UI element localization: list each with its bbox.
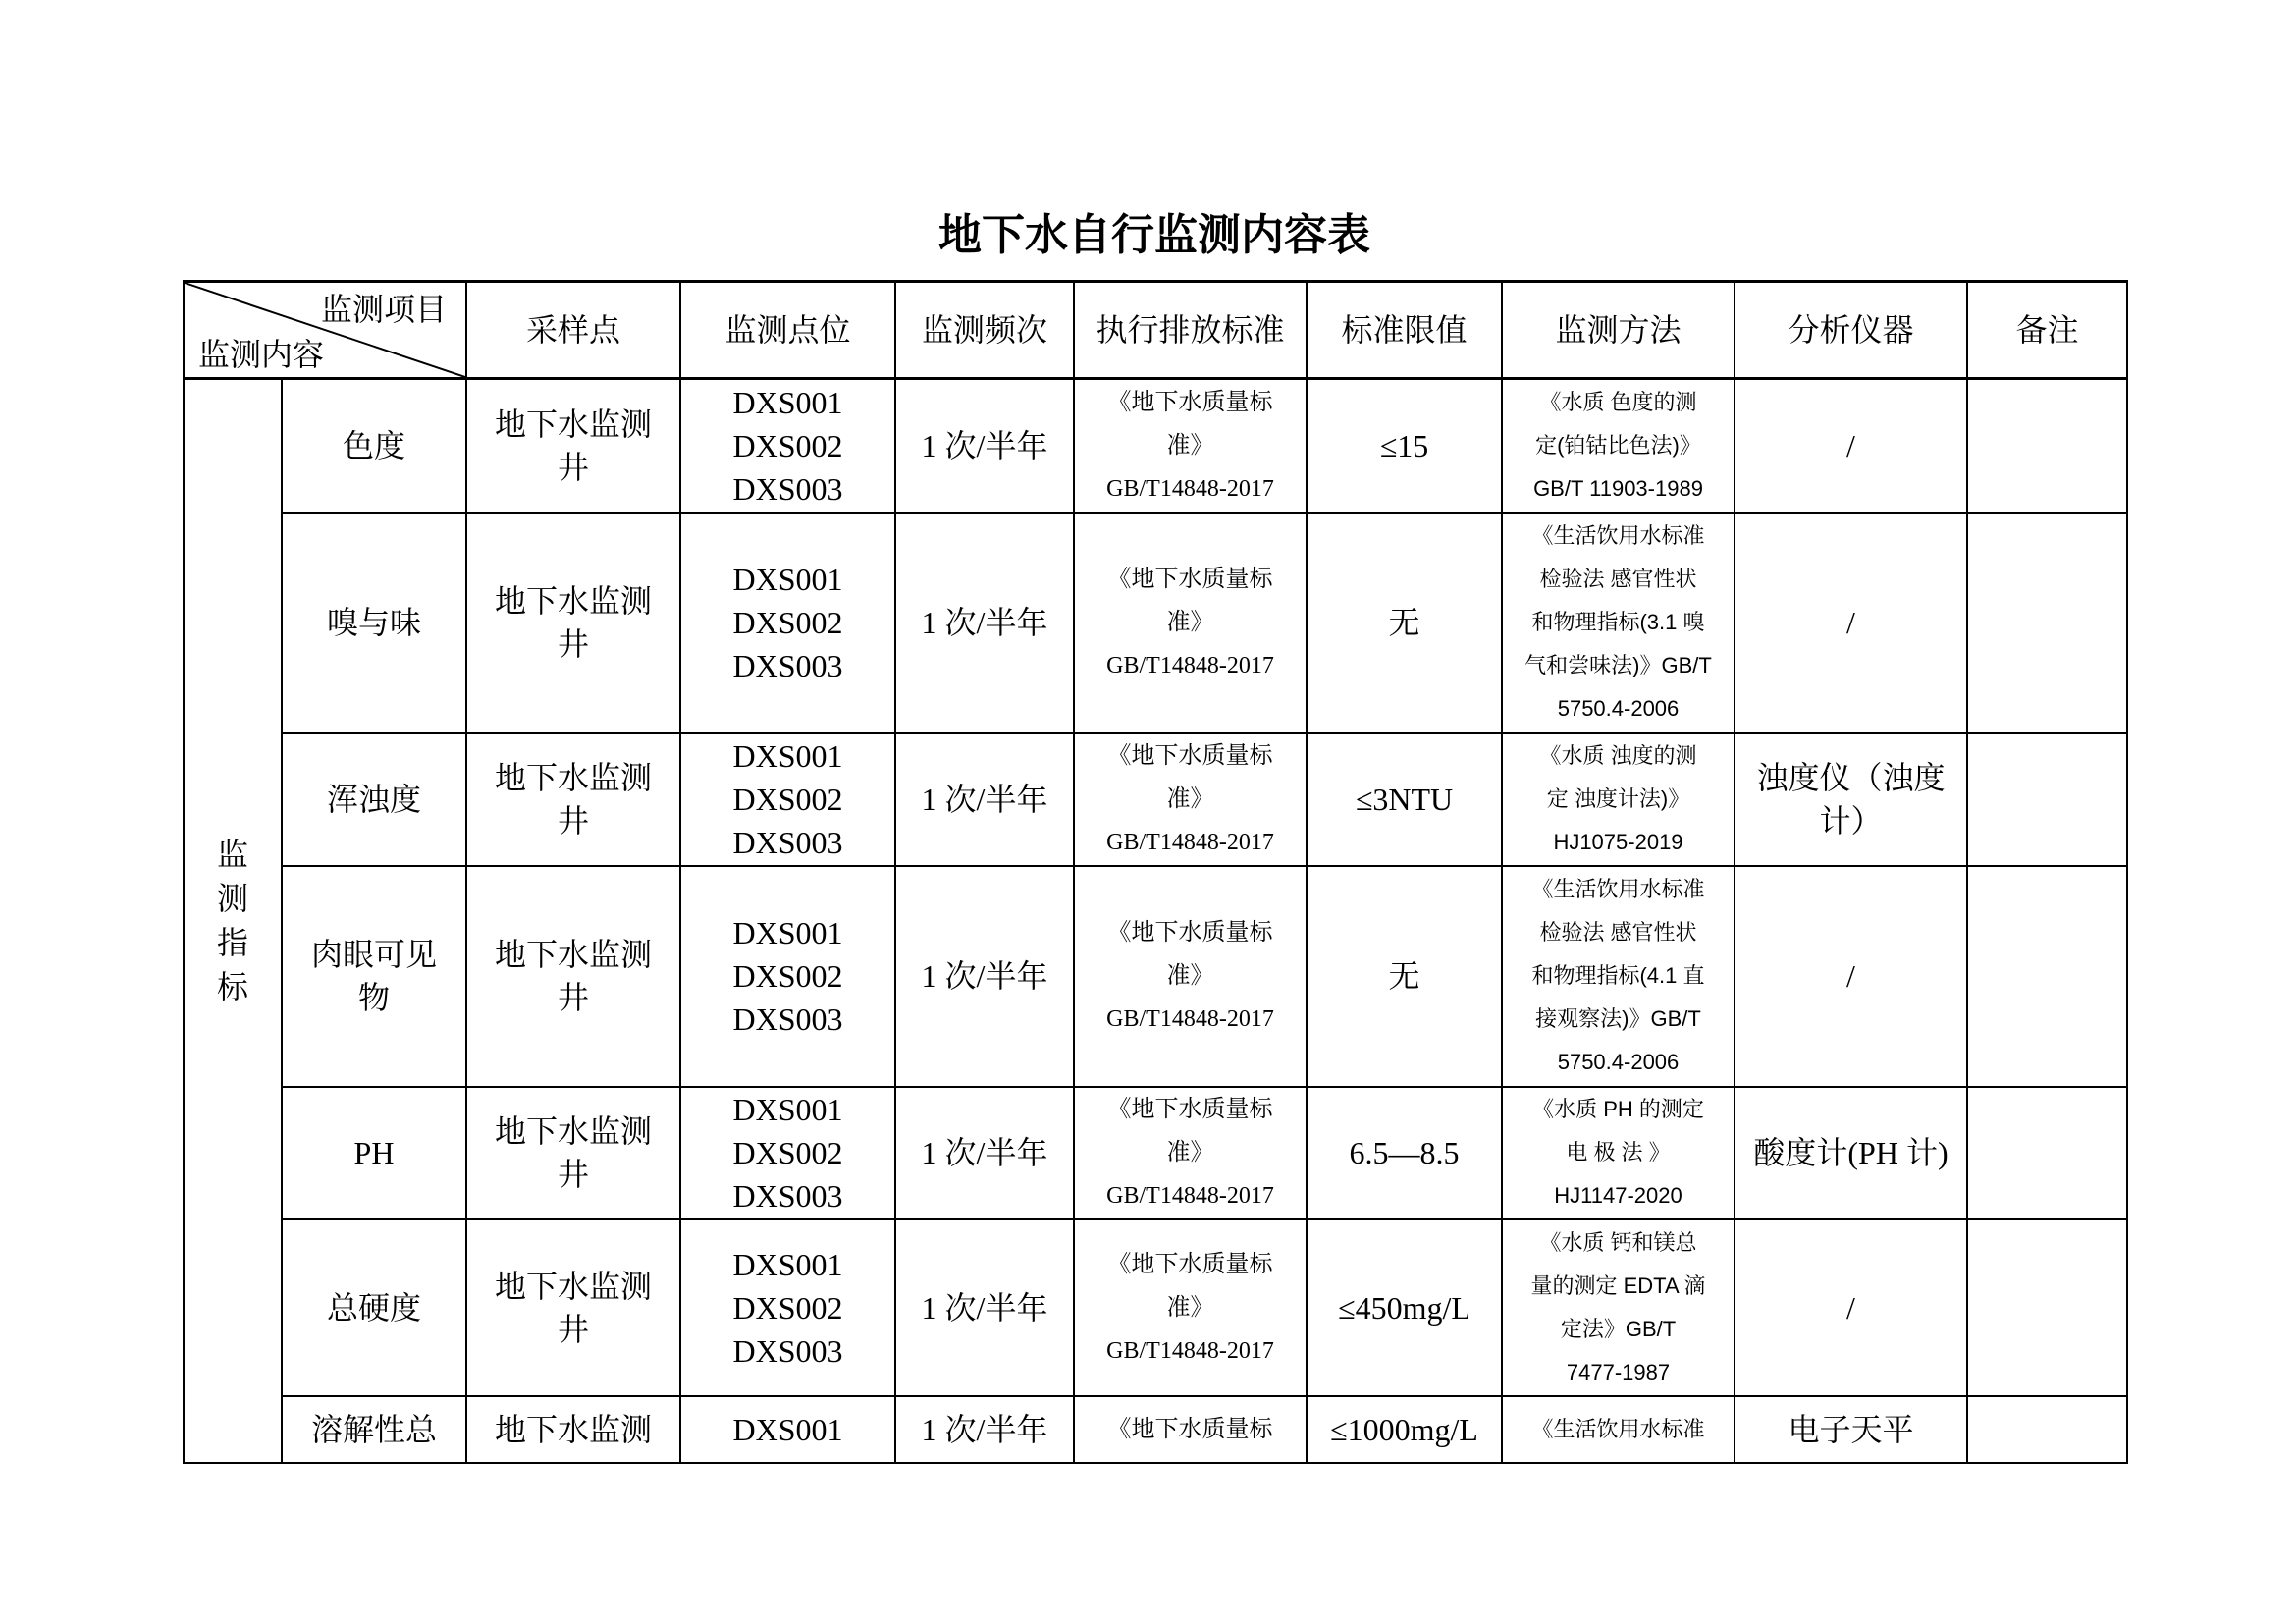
frequency-cell	[895, 866, 1074, 1087]
table-row	[184, 733, 2127, 866]
standard-line: GB/T14848-2017	[1106, 475, 1274, 502]
frequency-line: 1 次/半年	[921, 1289, 1048, 1326]
item-cell	[282, 1396, 466, 1463]
points-cell	[680, 379, 895, 513]
sampling-point-line: 地下水监测	[494, 406, 652, 442]
sampling-point-cell	[466, 379, 680, 513]
points-line: DXS003	[732, 1332, 843, 1369]
method-line: 接观察法)》GB/T	[1535, 1006, 1701, 1031]
limit-cell	[1307, 1087, 1502, 1219]
frequency-line: 1 次/半年	[921, 782, 1048, 817]
header-monitoring-points: 监测点位	[680, 282, 895, 379]
header-sampling-point: 采样点	[466, 282, 680, 379]
header-instrument: 分析仪器	[1735, 282, 1967, 379]
limit-line: 6.5—8.5	[1349, 1135, 1460, 1170]
frequency-line: 1 次/半年	[921, 1411, 1048, 1447]
group-label-cell	[184, 379, 282, 1463]
instrument-cell	[1735, 866, 1967, 1087]
sampling-point-cell	[466, 733, 680, 866]
standard-line: 《地下水质量标	[1107, 389, 1273, 415]
instrument-line: 酸度计(PH 计)	[1753, 1135, 1949, 1170]
instrument-line: /	[1846, 1289, 1855, 1326]
standard-cell	[1074, 1396, 1307, 1463]
standard-line: GB/T14848-2017	[1106, 830, 1274, 855]
item-cell	[282, 733, 466, 866]
item-line: PH	[353, 1135, 395, 1170]
standard-line: 《地下水质量标	[1107, 1097, 1273, 1122]
standard-cell	[1074, 513, 1307, 733]
sampling-point-line: 地下水监测	[494, 1113, 652, 1149]
sampling-point-line: 地下水监测	[494, 583, 652, 619]
sampling-point-line: 地下水监测	[494, 760, 652, 795]
points-line: DXS002	[732, 1135, 843, 1170]
method-cell	[1502, 1087, 1735, 1219]
standard-line: 准》	[1166, 963, 1214, 989]
standard-line: 《地下水质量标	[1107, 920, 1273, 946]
item-cell	[282, 1219, 466, 1396]
standard-line: GB/T14848-2017	[1106, 653, 1274, 678]
instrument-line: /	[1846, 958, 1855, 994]
method-cell	[1502, 733, 1735, 866]
points-line: DXS002	[732, 958, 843, 994]
sampling-point-line: 井	[557, 626, 589, 662]
page-title: 地下水自行监测内容表	[938, 211, 1370, 259]
method-line: 《水质 浊度的测	[1539, 743, 1697, 768]
sampling-point-line: 井	[557, 1311, 589, 1347]
corner-header-cell	[184, 282, 466, 379]
method-line: HJ1075-2019	[1553, 830, 1683, 854]
method-line: 《生活饮用水标准	[1531, 523, 1705, 548]
method-cell	[1502, 513, 1735, 733]
points-line: DXS001	[732, 1246, 843, 1282]
instrument-cell	[1735, 1219, 1967, 1396]
frequency-cell	[895, 513, 1074, 733]
header-limit: 标准限值	[1307, 282, 1502, 379]
method-cell	[1502, 1219, 1735, 1396]
sampling-point-cell	[466, 513, 680, 733]
frequency-line: 1 次/半年	[921, 605, 1048, 640]
points-cell	[680, 733, 895, 866]
table-row	[184, 1219, 2127, 1396]
standard-cell	[1074, 379, 1307, 513]
table-row	[184, 866, 2127, 1087]
method-line: 5750.4-2006	[1557, 1050, 1680, 1074]
limit-line: ≤450mg/L	[1338, 1289, 1470, 1326]
method-line: 5750.4-2006	[1557, 696, 1680, 721]
standard-line: 准》	[1166, 432, 1214, 459]
points-cell	[680, 513, 895, 733]
standard-cell	[1074, 866, 1307, 1087]
points-line: DXS003	[732, 470, 843, 507]
corner-label-content: 监测内容	[198, 337, 325, 372]
item-line: 总硬度	[326, 1289, 421, 1326]
method-cell	[1502, 1396, 1735, 1463]
remark-cell	[1967, 733, 2127, 866]
instrument-cell	[1735, 1087, 1967, 1219]
method-line: 和物理指标(3.1 嗅	[1531, 610, 1705, 634]
sampling-point-cell	[466, 866, 680, 1087]
limit-line: ≤15	[1379, 427, 1429, 463]
method-line: 《生活饮用水标准	[1531, 877, 1705, 901]
corner-label-items: 监测项目	[320, 292, 447, 327]
method-line: 检验法 感官性状	[1539, 567, 1697, 591]
standard-cell	[1074, 1087, 1307, 1219]
standard-cell	[1074, 733, 1307, 866]
method-line: 电 极 法 》	[1566, 1140, 1671, 1164]
points-line: DXS003	[732, 825, 843, 860]
method-line: 检验法 感官性状	[1539, 920, 1697, 945]
item-cell	[282, 866, 466, 1087]
instrument-line: 电子天平	[1788, 1411, 1914, 1447]
points-cell	[680, 1219, 895, 1396]
sampling-point-cell	[466, 1219, 680, 1396]
sampling-point-line: 地下水监测	[494, 937, 652, 972]
limit-line: 无	[1388, 958, 1420, 994]
item-line: 嗅与味	[326, 605, 421, 640]
method-line: 量的测定 EDTA 滴	[1530, 1272, 1706, 1298]
item-line: 物	[357, 980, 390, 1015]
points-line: DXS001	[732, 738, 843, 774]
item-line: 浑浊度	[326, 782, 421, 817]
limit-cell	[1307, 513, 1502, 733]
remark-cell	[1967, 1087, 2127, 1219]
frequency-line: 1 次/半年	[921, 958, 1048, 994]
header-remark: 备注	[1967, 282, 2127, 379]
instrument-cell	[1735, 733, 1967, 866]
instrument-line: 计）	[1819, 803, 1883, 839]
method-line: HJ1147-2020	[1554, 1183, 1682, 1208]
points-line: DXS003	[732, 1001, 843, 1037]
points-cell	[680, 1396, 895, 1463]
method-line: 《水质 色度的测	[1539, 389, 1697, 414]
remark-cell	[1967, 513, 2127, 733]
instrument-line: /	[1846, 605, 1855, 640]
table-body	[184, 379, 2127, 1463]
points-line: DXS001	[732, 562, 843, 597]
instrument-line: 浊度仪（浊度	[1756, 760, 1946, 795]
standard-line: 《地下水质量标	[1107, 743, 1273, 769]
method-line: GB/T 11903-1989	[1533, 475, 1703, 501]
limit-line: ≤1000mg/L	[1330, 1411, 1478, 1447]
standard-line: 《地下水质量标	[1107, 1251, 1273, 1277]
table-row	[184, 1087, 2127, 1219]
monitoring-table	[183, 280, 2128, 1464]
points-line: DXS002	[732, 605, 843, 640]
header-row	[184, 282, 2127, 379]
method-line: 定 浊度计法)》	[1546, 786, 1690, 811]
header-method: 监测方法	[1502, 282, 1735, 379]
method-line: 气和尝味法)》GB/T	[1524, 653, 1712, 677]
points-line: DXS001	[732, 384, 843, 420]
table-header	[184, 282, 2127, 379]
frequency-line: 1 次/半年	[921, 1135, 1048, 1170]
limit-cell	[1307, 733, 1502, 866]
method-line: 定法》GB/T	[1560, 1316, 1677, 1341]
remark-cell	[1967, 1219, 2127, 1396]
standard-line: GB/T14848-2017	[1106, 1006, 1274, 1032]
points-line: DXS003	[732, 1178, 843, 1214]
limit-cell	[1307, 1396, 1502, 1463]
group-label: 监测指标	[217, 836, 249, 1004]
instrument-cell	[1735, 513, 1967, 733]
standard-line: GB/T14848-2017	[1106, 1183, 1274, 1209]
remark-cell	[1967, 379, 2127, 513]
item-cell	[282, 1087, 466, 1219]
points-line: DXS002	[732, 427, 843, 463]
sampling-point-line: 井	[557, 803, 589, 839]
method-line: 和物理指标(4.1 直	[1531, 963, 1705, 988]
sampling-point-line: 地下水监测	[494, 1411, 652, 1447]
remark-cell	[1967, 1396, 2127, 1463]
method-line: 定(铂钴比色法)》	[1535, 432, 1701, 458]
method-line: 《水质 钙和镁总	[1539, 1229, 1697, 1255]
standard-line: 准》	[1166, 1294, 1214, 1321]
method-line: 7477-1987	[1566, 1359, 1671, 1384]
points-line: DXS001	[732, 1092, 843, 1127]
sampling-point-cell	[466, 1087, 680, 1219]
header-standard: 执行排放标准	[1074, 282, 1307, 379]
table-row	[184, 1396, 2127, 1463]
item-cell	[282, 379, 466, 513]
sampling-point-line: 井	[557, 1157, 589, 1192]
limit-cell	[1307, 1219, 1502, 1396]
frequency-cell	[895, 1396, 1074, 1463]
method-line: 《水质 PH 的测定	[1532, 1097, 1704, 1121]
points-line: DXS001	[732, 1411, 843, 1447]
header-frequency: 监测频次	[895, 282, 1074, 379]
limit-line: ≤3NTU	[1355, 782, 1454, 817]
sampling-point-line: 井	[557, 449, 589, 485]
points-line: DXS002	[732, 782, 843, 817]
standard-cell	[1074, 1219, 1307, 1396]
points-line: DXS002	[732, 1289, 843, 1326]
standard-line: 准》	[1166, 1140, 1214, 1165]
item-line: 溶解性总	[310, 1411, 437, 1447]
table-row	[184, 513, 2127, 733]
points-line: DXS003	[732, 648, 843, 683]
standard-line: 准》	[1166, 610, 1214, 635]
standard-line: 《地下水质量标	[1107, 1416, 1273, 1442]
item-line: 肉眼可见	[310, 937, 437, 972]
instrument-line: /	[1846, 427, 1855, 463]
item-cell	[282, 513, 466, 733]
points-cell	[680, 1087, 895, 1219]
frequency-line: 1 次/半年	[921, 427, 1048, 463]
remark-cell	[1967, 866, 2127, 1087]
method-line: 《生活饮用水标准	[1531, 1416, 1705, 1441]
frequency-cell	[895, 1087, 1074, 1219]
sampling-point-cell	[466, 1396, 680, 1463]
frequency-cell	[895, 1219, 1074, 1396]
table-row	[184, 379, 2127, 513]
standard-line: GB/T14848-2017	[1106, 1337, 1274, 1364]
limit-line: 无	[1388, 605, 1420, 640]
instrument-cell	[1735, 379, 1967, 513]
limit-cell	[1307, 379, 1502, 513]
points-cell	[680, 866, 895, 1087]
instrument-cell	[1735, 1396, 1967, 1463]
method-cell	[1502, 866, 1735, 1087]
limit-cell	[1307, 866, 1502, 1087]
sampling-point-line: 地下水监测	[494, 1268, 652, 1304]
method-cell	[1502, 379, 1735, 513]
standard-line: 准》	[1166, 786, 1214, 812]
points-line: DXS001	[732, 915, 843, 950]
standard-line: 《地下水质量标	[1107, 567, 1273, 592]
sampling-point-line: 井	[557, 980, 589, 1015]
frequency-cell	[895, 733, 1074, 866]
item-line: 色度	[342, 427, 405, 463]
frequency-cell	[895, 379, 1074, 513]
